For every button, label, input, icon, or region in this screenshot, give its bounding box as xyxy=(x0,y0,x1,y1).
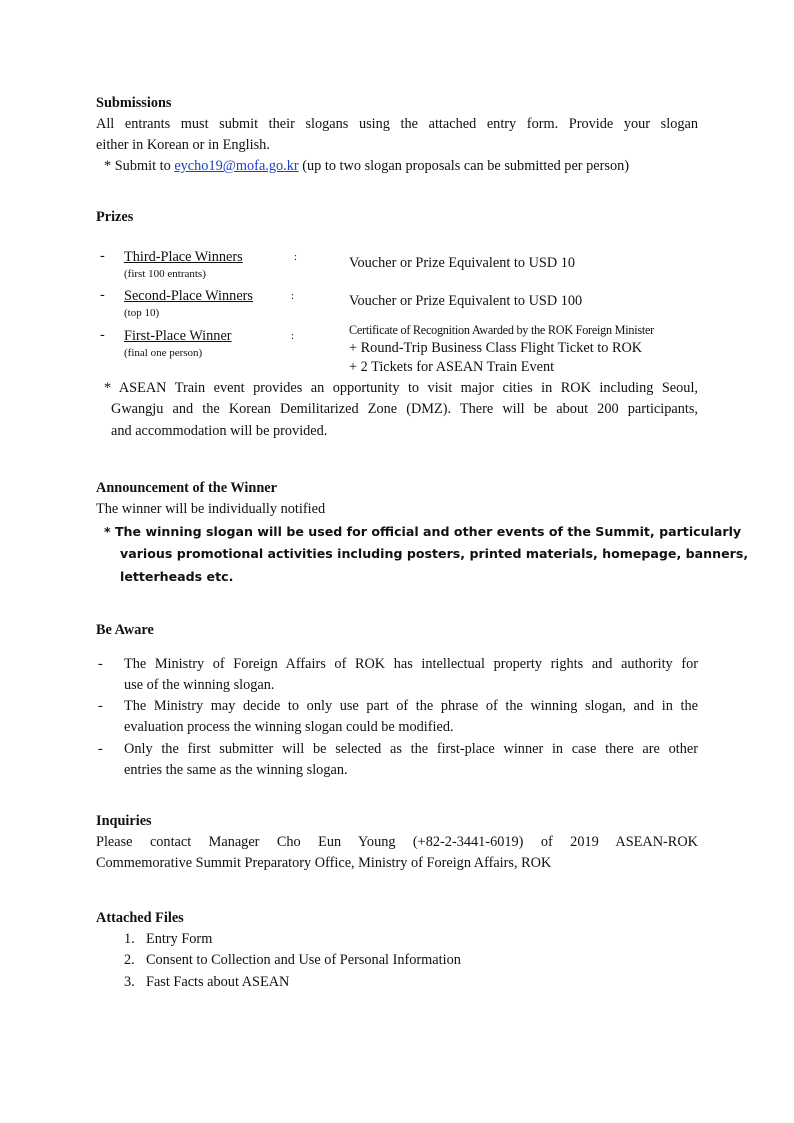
submissions-heading: Submissions xyxy=(96,95,172,111)
aware-item-line: evaluation process the winning slogan could be modified. xyxy=(124,719,454,735)
prize-sub-first: (final one person) xyxy=(124,347,203,359)
aware-item-line: The Ministry may decide to only use part of the phrase of the winning slogan, and in the xyxy=(124,698,698,714)
email-link[interactable]: eycho19@mofa.go.kr xyxy=(174,158,299,174)
prize-title-first: First-Place Winner xyxy=(124,328,232,344)
prize-colon: : xyxy=(291,330,295,342)
aware-item-line: entries the same as the winning slogan. xyxy=(124,762,348,778)
prize-desc-first-certificate: Certificate of Recognition Awarded by the ROK Foreign Minister xyxy=(349,323,654,337)
prize-dash: - xyxy=(100,248,105,264)
prize-dash: - xyxy=(100,327,105,343)
attached-file-entry-form: Entry Form xyxy=(146,931,213,947)
inquiries-text-line: Commemorative Summit Preparatory Office, Ministry of Foreign Affairs, ROK xyxy=(96,855,552,871)
prize-desc-first-train: + 2 Tickets for ASEAN Train Event xyxy=(349,359,555,375)
attached-file-consent: Consent to Collection and Use of Personal Information xyxy=(146,952,461,968)
prizes-note-line: * ASEAN Train event provides an opportunity to visit major cities in ROK including Seoul, xyxy=(104,380,698,396)
submissions-text-line: either in Korean or in English. xyxy=(96,137,270,153)
announcement-note-line: letterheads etc. xyxy=(120,569,234,584)
prize-colon: : xyxy=(291,290,295,302)
note-prefix: * Submit to xyxy=(104,158,175,174)
aware-dash: - xyxy=(98,656,103,672)
prize-title-second: Second-Place Winners xyxy=(124,288,253,304)
note-suffix: (up to two slogan proposals can be submitted per person) xyxy=(298,158,630,174)
announcement-note-line: various promotional activities including posters, printed materials, homepage, banners, xyxy=(120,546,749,561)
submissions-text-line: All entrants must submit their slogans using the attached entry form. Provide your slogan xyxy=(96,116,698,132)
inquiries-heading: Inquiries xyxy=(96,813,152,829)
announcement-heading: Announcement of the Winner xyxy=(96,480,277,496)
prize-title-third: Third-Place Winners xyxy=(124,249,243,265)
prize-desc-third: Voucher or Prize Equivalent to USD 10 xyxy=(349,255,576,271)
attached-file-number: 3. xyxy=(124,974,135,990)
prize-sub-third: (first 100 entrants) xyxy=(124,268,206,280)
announcement-text: The winner will be individually notified xyxy=(96,501,326,517)
be-aware-heading: Be Aware xyxy=(96,622,154,638)
submission-email-note xyxy=(104,158,629,175)
attached-file-number: 1. xyxy=(124,931,135,947)
prizes-note-line: Gwangju and the Korean Demilitarized Zone (DMZ). There will be about 200 participants, xyxy=(111,401,698,417)
aware-item-line: Only the first submitter will be selected as the first-place winner in case there are other xyxy=(124,741,698,757)
prizes-note-line: and accommodation will be provided. xyxy=(111,423,328,439)
announcement-note-line: * The winning slogan will be used for official and other events of the Summit, particularly xyxy=(104,524,742,539)
aware-item-line: use of the winning slogan. xyxy=(124,677,275,693)
prize-sub-second: (top 10) xyxy=(124,307,160,319)
inquiries-text-line: Please contact Manager Cho Eun Young (+82-2-3441-6019) of 2019 ASEAN-ROK xyxy=(96,834,698,850)
aware-item-line: The Ministry of Foreign Affairs of ROK has intellectual property rights and authority for xyxy=(124,656,698,672)
prize-desc-first-flight: + Round-Trip Business Class Flight Ticket to ROK xyxy=(349,340,643,356)
prize-dash: - xyxy=(100,287,105,303)
attached-file-fast-facts: Fast Facts about ASEAN xyxy=(146,974,290,990)
attached-files-heading: Attached Files xyxy=(96,910,184,926)
prizes-heading: Prizes xyxy=(96,209,134,225)
aware-dash: - xyxy=(98,698,103,714)
attached-file-number: 2. xyxy=(124,952,135,968)
aware-dash: - xyxy=(98,741,103,757)
prize-colon: : xyxy=(294,251,298,263)
prize-desc-second: Voucher or Prize Equivalent to USD 100 xyxy=(349,293,583,309)
